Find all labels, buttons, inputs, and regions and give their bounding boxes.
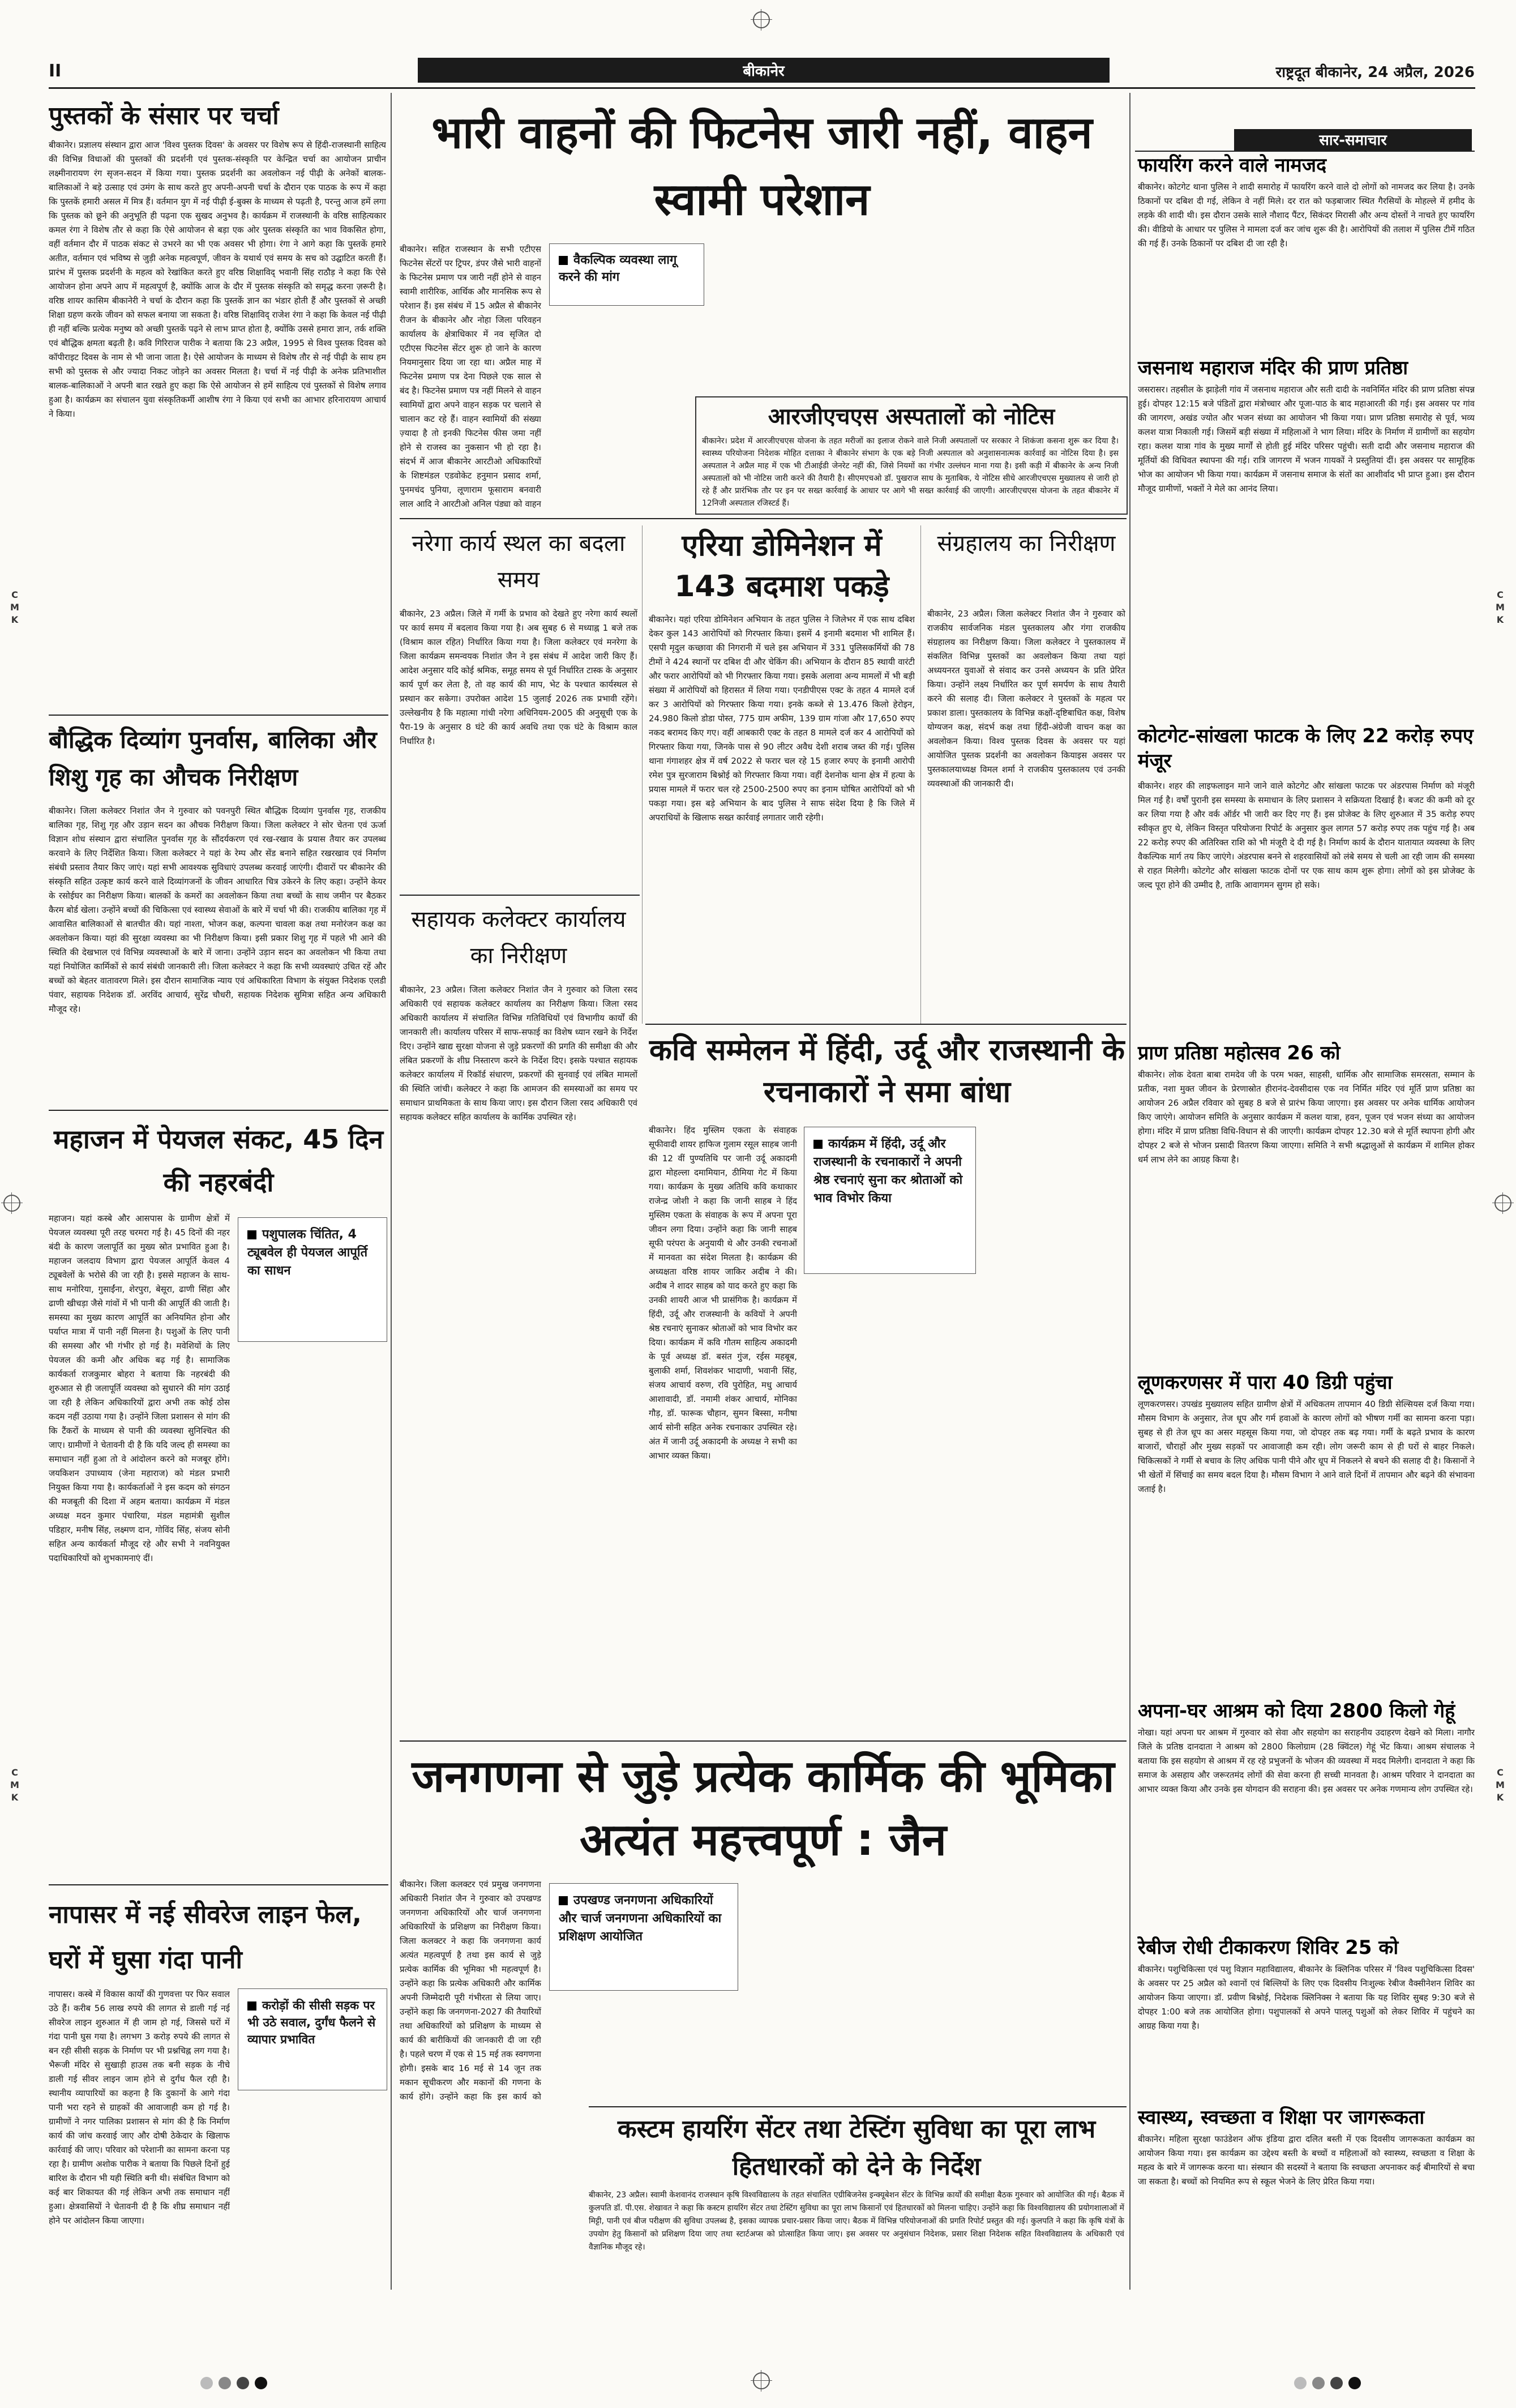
sidebar-item-body: लूणकरणसर। उपखंड मुख्यालय सहित ग्रामीण क्षेत्रों में अधिकतम तापमान 40 डिग्री सेल्सियस दर्ज किया गया। मौसम विभाग के अनुसार, तेज धूप और गर्म हवाओं के कारण लोगों को भीषण गर्मी का सामना करना पड़ा। सुबह से ही तेज धूप का असर महसूस किया गया, जो दोपहर तक बढ़ गया। गर्मी के बढ़ते प्रभाव के कारण बाजारों, चौराहों और मुख्य सड़कों पर आवाजाही कम रही। लोग जरूरी काम से ही घरों से बाहर निकले। चिकित्सकों ने गर्मी से बचाव के लिए अधिक पानी पीने और धूप में निकलने से बचने की सलाह दी है। किसानों ने भी खेतों में सिंचाई का समय बदल दिया है। मौसम विभाग ने आने वाले दिनों में तापमान और बढ़ने की संभावना जताई है। <box>1138 1399 1475 1494</box>
edition-date: राष्ट्रदूत बीकानेर, 24 अप्रैल, 2026 <box>1275 64 1475 81</box>
museum-rule <box>920 525 921 1024</box>
intellectual-body: बीकानेर। जिला कलेक्टर निशांत जैन ने गुरुवार को पवनपुरी स्थित बौद्धिक दिव्यांग पुनर्वास गृह, राजकीय बालिका गृह, शिशु गृह और उड़ान सदन का औचक निरीक्षण किया। जिला कलेक्टर ने सोर चेतना एवं ऊर्जा विज्ञान शोध संस्थान द्वारा संचालित पुनर्वास गृह के सौंदर्यकरण एवं रख-रखाव के प्रयास तैयार कर उपलब्ध करवाने के लिए निर्देशित किया। जिला कलेक्टर ने यहां के रेम्प और सेंड बनाने सहित रखरखाव एवं निर्माण संबंधी प्रस्ताव तैयार किए जाएं। यहां सभी आवश्यक सुविधाएं उपलब्ध करवाई जाएंगी। दीवारों पर बीकानेर की संस्कृति सहित उत्कृष्ट कार्य करने वाले दिव्यांगजनों के जीवन आधारित चित्र उकेरने के लिए कहा। उन्होंने केयर के रसोईघर का निरीक्षण किया। बालकों के कमरों का अवलोकन किया तथा बच्चों के साथ जमीन पर बैठकर कैरम बोर्ड खेला। उन्होंने बच्चों की चिकित्सा एवं स्वास्थ्य सेवाओं के बारे में चर्चा भी की। राजकीय बालिका गृह में आवासित बालिकाओं से बातचीत की। यहां नाश्ता, भोजन कक्ष, कल्पना चावला कक्ष तथा मनोरंजन कक्ष का अवलोकन किया। यहां की सुरक्षा व्यवस्था का भी निरीक्षण किया। इसी प्रकार शिशु गृह में पहले भी आने की स्थिति की देखभाल एवं विभिन्न व्यवस्थाओं के बारे में जाना। उन्होंने उड़ान सदन का अवलोकन भी किया तथा यहां नियोजित कार्मिकों से कार्य संबंधी जानकारी ली। जिला कलेक्टर ने कहा कि सभी व्यवस्थाएं उचित रहें और बच्चों को बेहतर वातावरण मिले। इस दौरान सामाजिक न्याय एवं अधिकारिता विभाग के संयुक्त निदेशक एलडी पंवार, सहायक निदेशक डॉ. अरविंद आचार्य, सुरेंद्र चौधरी, सहायक निदेशक सुमित्रा सहित अन्य अधिकारी मौजूद रहे। <box>49 806 386 1014</box>
sidebar-item-body: बीकानेर। शहर की लाइफलाइन माने जाने वाले कोटगेट और सांखला फाटक पर अंडरपास निर्माण को मंजूरी मिल गई है। वर्षों पुरानी इस समस्या के समाधान के लिए प्रशासन ने सक्रियता दिखाई है। बजट की कमी को दूर कर लिया गया है और वर्क ऑर्डर भी जारी कर दिए गए हैं। इस प्रोजेक्ट के लिए शुरुआत में 35 करोड़ रुपए स्वीकृत हुए थे, लेकिन विस्तृत परियोजना रिपोर्ट के अनुसार कुल लागत 57 करोड़ रुपए तक पहुंच गई है। अब 22 करोड़ रुपए की अतिरिक्त राशि को भी मंजूरी दे दी गई है। निर्माण कार्य के दौरान यातायात व्यवस्था के लिए वैकल्पिक मार्ग तय किए जाएंगे। अंडरपास बनने से शहरवासियों को लंबे समय से चली आ रही जाम की समस्या से राहत मिलेगी। कोटगेट और सांखला फाटक दोनों पर एक साथ काम शुरू होगा। लोगों को इस प्रोजेक्ट के जल्द पूरा होने की उम्मीद है, ताकि आवागमन सुगम हो सके। <box>1138 781 1475 890</box>
heavy-vehicles-headline: भारी वाहनों की फिटनेस जारी नहीं, वाहन स्वामी परेशान <box>431 108 1093 225</box>
napasar-callout <box>238 1988 387 2090</box>
callout-square-icon <box>247 2001 256 2011</box>
census-callout <box>549 1883 738 1991</box>
cmk-mark-right-top: C M K <box>1496 589 1505 625</box>
mahajan-body-cont <box>238 1336 386 1874</box>
sidebar-item-title: लूणकरणसर में पारा 40 डिग्री पहुंचा <box>1138 1371 1393 1394</box>
color-dot-icon <box>200 2377 213 2389</box>
napasar-body: नापासर। कस्बे में विकास कार्यों की गुणवत्ता पर फिर सवाल उठे हैं। करीब 56 लाख रुपये की लागत से डाली गई नई सीवरेज लाइन शुरुआत में ही जाम हो गई, जिससे घरों में गंदा पानी घुस गया है। लगभग 3 करोड़ रुपये की लागत से बन रही सीसी सड़क के निर्माण पर भी प्रश्नचिह्न लग गया है। भैरूजी मंदिर से सुखाड़ी हाउस तक बनी सड़क के नीचे डाली गई सीवर लाइन जाम होने से दुर्गंध फैल रही है। स्थानीय व्यापारियों का कहना है कि दुकानों के आगे गंदा पानी भरा रहने से ग्राहकों की आवाजाही कम हो गई है। ग्रामीणों ने नगर पालिका प्रशासन से मांग की है कि निर्माण कार्य की जांच करवाई जाए और दोषी ठेकेदार के खिलाफ कार्रवाई की जाए। परिवार को परेशानी का सामना करना पड़ रहा है। ग्रामीण अशोक पारीक ने बताया कि पिछले दिनों हुई बारिश के दौरान भी यही स्थिति बनी थी। संबंधित विभाग को कई बार शिकायत की गई लेकिन अभी तक समाधान नहीं हुआ। क्षेत्रवासियों ने चेतावनी दी है कि शीघ्र समाधान नहीं होने पर आंदोलन किया जाएगा। <box>49 1989 230 2226</box>
area-domination-body: बीकानेर। यहां एरिया डोमिनेशन अभियान के तहत पुलिस ने जिलेभर में एक साथ दबिश देकर कुल 143 आरोपियों को गिरफ्तार किया। इसमें 4 इनामी बदमाश भी शामिल हैं। एसपी मृदुल कच्छावा की निगरानी में चले इस अभियान में 331 पुलिसकर्मियों की 78 टीमों ने 424 स्थानों पर दबिश दी और चेकिंग की। अभियान के दौरान 85 स्थायी वारंटी और फरार आरोपियों को भी गिरफ्तार किया गया। इसके अलावा अन्य मामलों में भी बड़ी संख्या में आरोपियों को हिरासत में लिया गया। एनडीपीएस एक्ट के तहत 4 मामले दर्ज कर 3 आरोपियों को गिरफ्तार किया गया। इनके कब्जे से 13.476 किलो हेरोइन, 24.980 किलो डोडा पोस्त, 775 ग्राम अफीम, 139 ग्राम गांजा और 17,650 रुपए नकद बरामद किए गए। वहीं आबकारी एक्ट के तहत 8 मामले दर्ज कर 4 आरोपियों को गिरफ्तार किया गया, जिनके पास से 90 लीटर अवैध देशी शराब जब्त की गई। पुलिस थाना गंगाशहर क्षेत्र में वर्ष 2022 से फरार चल रहे 15 हजार रुपए के इनामी आरोपी रमेश पुत्र सुरजाराम बिश्नोई को गिरफ्तार किया गया। वहीं देशनोक थाना क्षेत्र में हत्या के प्रयास मामले में फरार चल रहे 2500-2500 रुपए का इनाम घोषित आरोपियों को भी पकड़ा गया। इस बड़े अभियान के बाद पुलिस ने साफ संदेश दिया है कि जिले में अपराधियों के खिलाफ सख्त कार्रवाई लगातार जारी रहेगी। <box>649 614 915 823</box>
nrega-headline: नरेगा कार्य स्थल का बदला समय <box>412 531 626 593</box>
sidebar-item-title: अपना-घर आश्रम को दिया 2800 किलो गेहूं <box>1138 1700 1455 1722</box>
cmk-mark-left-top: C M K <box>10 589 19 625</box>
callout-square-icon <box>247 1230 256 1239</box>
sidebar-item-title: प्राण प्रतिष्ठा महोत्सव 26 को <box>1138 1042 1341 1064</box>
sidebar-item-title: स्वास्थ्य, स्वच्छता व शिक्षा पर जागरूकता <box>1138 2106 1425 2129</box>
heavy-vehicles-body: बीकानेर। सहित राजस्थान के सभी एटीएस फिटनेस सेंटरों पर ट्रिपर, डंपर जैसे भारी वाहनों के फिटनेस प्रमाण पत्र जारी नहीं होने से वाहन स्वामी शारीरिक, आर्थिक और मानसिक रूप से परेशान हैं। इस संबंध में 15 अप्रैल से बीकानेर रीजन के बीकानेर और नोहा जिला परिवहन कार्यालय के क्षेत्राधिकार में नव सृजित दो एटीएस फिटनेस सेंटर शुरू हो जाने के कारण नियमानुसार दिया जा रहा था। अप्रैल माह में फिटनेस प्रमाण पत्र देना पिछले एक साल से बंद है। फिटनेस प्रमाण पत्र नहीं मिलने से वाहन स्वामियों द्वारा अपने वाहन सड़क पर चलाने से चालान कट रहे हैं। वाहन स्वामियों की संख्या ज़्यादा है तो इनकी फिटनेस फीस जमा नहीं होने से राजस्व का नुकसान भी हो रहा है। संदर्भ में आज बीकानेर आरटीओ अधिकारियों के शिष्टमंडल एडवोकेट हनुमान प्रसाद शर्मा, पुनमचंद पुनिया, लूणाराम फूसाराम बनवारी लाल आदि ने आरटीओ अनिल पंड्या को वाहन <box>400 244 541 508</box>
rule-nrega <box>400 895 640 896</box>
museum-body: बीकानेर, 23 अप्रैल। जिला कलेक्टर निशांत जैन ने गुरुवार को राजकीय सार्वजनिक मंडल पुस्तकालय और गंगा राजकीय संग्रहालय का निरीक्षण किया। जिला कलेक्टर ने पुस्तकालय में संकलित विभिन्न पुस्तकों का अवलोकन किया तथा यहां अध्ययनरत युवाओं से संवाद कर उनसे अध्ययन के प्रति प्रेरित किया। उन्होंने लक्ष्य निर्धारित कर पूर्ण समर्पण के साथ तैयारी करने की सलाह दी। जिला कलेक्टर ने पुस्तकों के महत्व पर प्रकाश डाला। पुस्तकालय के विभिन्न कक्षों-दृष्टिबाधित कक्ष, विशेष योग्यजन कक्ष, संदर्भ कक्ष तथा हिंदी-अंग्रेजी वाचन कक्ष का अवलोकन किया। विश्व पुस्तक दिवस के अवसर पर यहां आयोजित पुस्तक प्रदर्शनी का अवलोकन कियाइस अवसर पर पुस्तकालयाध्यक्ष विमल शर्मा ने राजकीय पुस्तकालय एवं उनकी व्यवस्थाओं की जानकारी दी। <box>927 609 1125 789</box>
books-headline: पुस्तकों के संसार पर चर्चा <box>49 101 279 130</box>
rghs-headline: आरजीएचएस अस्पतालों को नोटिस <box>768 404 1055 430</box>
cmk-mark-left-bottom: C M K <box>10 1767 19 1803</box>
kavi-headline: कवि सम्मेलन में हिंदी, उर्दू और राजस्थानी के रचनाकारों ने समा बांधा <box>649 1033 1125 1109</box>
sidebar-item-title: जसनाथ महाराज मंदिर की प्राण प्रतिष्ठा <box>1138 357 1408 379</box>
color-dot-icon <box>219 2377 231 2389</box>
kavi-body: बीकानेर। हिंद मुस्लिम एकता के संवाहक सूफीवादी शायर हाफिज गुलाम रसूल साहब जानी की 12 वीं पुण्यतिथि पर जानी उर्दू अकादमी द्वारा मोहल्ला दमामियान, ठीमिया गेट में किया गया। कार्यक्रम के मुख्य अतिथि कवि कथाकार राजेन्द्र जोशी ने कहा कि जानी साहब ने हिंद मुस्लिम एकता के संवाहक के रूप में अपना पूरा जीवन लगा दिया। उन्होंने कहा कि जानी साहब सूफी परंपरा के अनुयायी थे और उनकी रचनाओं में मानवता का संदेश मिलता है। कार्यक्रम की अध्यक्षता वरिष्ठ शायर जाकिर अदीब ने की। अदीब ने शादर साहब को याद करते हुए कहा कि उनकी शायरी आज भी प्रासंगिक है। कार्यक्रम में हिंदी, उर्दू और राजस्थानी के कवियों ने अपनी श्रेष्ठ रचनाएं सुनाकर श्रोताओं को भाव विभोर कर दिया। कार्यक्रम में कवि गौतम साहित्य अकादमी के पूर्व अध्यक्ष डॉ. बसंत गुंज, रईस महबूब, बुलाकी शर्मा, शिवशंकर भादाणी, भवानी सिंह, संजय आचार्य वरुण, रवि पुरोहित, मधु आचार्य आशावादी, डॉ. नमामी शंकर आचार्य, मोनिका गौड़, डॉ. फारूक चौहान, सुमन बिस्सा, मनीषा आर्य सोनी सहित अनेक रचनाकार उपस्थित रहे। अंत में जानी उर्दू अकादमी के अध्यक्ष ने सभी का आभार व्यक्त किया। <box>649 1125 797 1461</box>
books-body: बीकानेर। प्रज्ञालय संस्थान द्वारा आज 'विश्व पुस्तक दिवस' के अवसर पर विशेष रूप से हिंदी-राजस्थानी साहित्य की विभिन्न विधाओं की पुस्तकों की प्रदर्शनी एवं पुस्तक-संस्कृति पर केन्द्रित चर्चा का आयोजन प्राचीन लक्ष्मीनारायण रंग सृजन-सदन में किया गया। पुस्तक प्रदर्शनी का अवलोकन नई पीढ़ी के अनेकों बालक-बालिकाओं ने बड़े उत्साह एवं उमंग के साथ करते हुए अपनी-अपनी चर्चा के दौरान एक पाठक के रूप में कहा कि पुस्तकें हमारी असल में मित्र हैं। वर्तमान युग में नई पीढ़ी ई-बुक्स के माध्यम से पढ़ती है, परन्तु आज हमें लगा कि पुस्तक को छूने की अनुभूति ही पढ़ना एक सुखद अनुभव है। कार्यक्रम में राजस्थानी के वरिष्ठ साहित्यकार कमल रंगा ने विशेष तौर से कहा कि ऐसे आयोजन से बड़ा एक ओर पुस्तक संस्कृति का भाव विकसित होगा, वहीं वर्तमान दौर में पाठक संकट से उभरने का भी एक अवसर भी होगा। रंगा ने आगे कहा कि पुस्तकें हमारे अतीत, वर्तमान एवं भविष्य से जुड़ी अनेक महत्वपूर्ण, जीवन के यथार्थ एवं समय के सच को उद्घाटित करती हैं। प्रारंभ में पुस्तक प्रदर्शनी के महत्व को रेखांकित करते हुए वरिष्ठ शिक्षाविद् भवानी सिंह राठौड़ ने कहा कि ऐसे आयोजन होना अपने आप में महत्वपूर्ण है, क्योंकि आज के दौर में पुस्तक संस्कृति को समृद्ध करना ज़रूरी है। वरिष्ठ शायर कासिम बीकानेरी ने चर्चा के दौरान कहा कि पुस्तकें ज्ञान का भंडार होती हैं और पुस्तकों से अच्छी शिक्षा ग्रहण करके जीवन को सफल बनाया जा सकता है। वरिष्ठ शिक्षाविद् राजेश रंगा ने कहा कि केवल नई पीढ़ी ही नहीं बल्कि प्रत्येक मनुष्य को अच्छी पुस्तकें पढ़ने से लाभ प्राप्त होता है, क्योंकि उससे हमारा ज्ञान, तर्क शक्ति एवं बौद्धिक क्षमता बढ़ती है। कवि गिरिराज पारीक ने बताया कि 23 अप्रैल, 1995 से विश्व पुस्तक दिवस को कॉपीराइट दिवस के नाम से भी जाना जाता है। ऐसे आयोजन के माध्यम से विशेष तौर से नई पीढ़ी के साथ हम सभी को पुस्तक से और ज्यादा निकट जोड़ने का अवसर मिलता है। चर्चा में नई पीढ़ी के अनेक प्रतिभाशील बालक-बालिकाओं ने अपनी बात रखते हुए कहा कि ऐसे आयोजन से हमें साहित्य एवं पुस्तकों से विशेष लगाव हुआ है। कार्यक्रम का संचालन युवा संस्कृतिकर्मी आशीष रंगा ने किया एवं सभी का आभार हरिनारायण आचार्य ने किया। <box>49 140 386 419</box>
sidebar-item-body: बीकानेर। लोक देवता बाबा रामदेव जी के परम भक्त, साहसी, धार्मिक और सामाजिक समरसता, सम्मान के प्रतीक, नशा मुक्त जीवन के प्रेरणास्रोत हीरानंद-देवसीदास एक नव निर्मित मंदिर एवं मूर्ति प्राण प्रतिष्ठा का आयोजन 26 अप्रैल रविवार को सुबह 8 बजे से प्रारंभ किया जाएगा। इस अवसर पर अनेक धार्मिक आयोजन किए जाएंगे। आयोजन समिति के अनुसार कार्यक्रम में कलश यात्रा, हवन, पूजन एवं भजन संध्या का आयोजन होगा। मंदिर में प्राण प्रतिष्ठा विधि-विधान से की जाएगी। कार्यक्रम दोपहर 12.30 बजे से मूर्ति स्थापना होगी और दोपहर 2 बजे से भोजन प्रसादी वितरण किया जाएगा। समिति ने सभी श्रद्धालुओं से कार्यक्रम में शामिल होकर धर्म लाभ लेने का आग्रह किया है। <box>1138 1070 1475 1165</box>
registration-crosshair-icon <box>753 11 770 28</box>
census-headline: जनगणना से जुड़े प्रत्येक कार्मिक की भूमिका अत्यंत महत्त्वपूर्ण : जैन <box>412 1751 1115 1866</box>
census-callout-text: उपखण्ड जनगणना अधिकारियों और चार्ज जनगणना अधिकारियों का प्रशिक्षण आयोजित <box>559 1893 722 1944</box>
rule-heavy-vehicles <box>400 518 1127 519</box>
sidebar-item-title: फायरिंग करने वाले नामजद <box>1138 154 1327 177</box>
cmk-mark-right-bottom: C M K <box>1496 1767 1505 1803</box>
rule-kavi <box>400 1740 1127 1742</box>
callout-square-icon <box>559 256 568 265</box>
rule-census <box>589 2106 1127 2107</box>
census-body: बीकानेर। जिला कलक्टर एवं प्रमुख जनगणना अधिकारी निशांत जैन ने गुरुवार को उपखण्ड जनगणना अधिकारियों और चार्ज जनगणना अधिकारियों के प्रशिक्षण का निरीक्षण किया। जिला कलक्टर ने कहा कि जनगणना कार्य अत्यंत महत्वपूर्ण है तथा इस कार्य से जुड़े प्रत्येक कार्मिक की भूमिका भी महत्वपूर्ण है। उन्होंने कहा कि प्रत्येक अधिकारी और कार्मिक अपनी जिम्मेदारी पूरी गंभीरता से लिया जाए। उन्होंने कहा कि जनगणना-2027 की तैयारियों तथा अधिकारियों को प्रशिक्षण के माध्यम से कार्य की बारीकियों की जानकारी दी जा रही है। पहले चरण में एक से 15 मई तक स्वगणना होगी। इसके बाद 16 मई से 14 जून तक मकान सूचीकरण और मकानों की गणना के कार्य होंगे। उन्होंने कहा कि इस कार्य को <box>400 1879 541 2102</box>
collector-office-headline: सहायक कलेक्टर कार्यालय का निरीक्षण <box>411 906 626 969</box>
heavy-vehicles-body-2 <box>549 300 691 510</box>
kavi-callout-text: कार्यक्रम में हिंदी, उर्दू और राजस्थानी के रचनाकारों ने अपनी श्रेष्ठ रचनाएं सुना कर श्रोताओं को भाव विभोर किया <box>813 1137 963 1205</box>
sidebar-item-body: बीकानेर। कोटगेट थाना पुलिस ने शादी समारोह में फायरिंग करने वाले दो लोगों को नामजद कर लिया है। उनके ठिकानों पर दबिश दी गई, लेकिन वे नहीं मिले। दर रात को फड़बाजार स्थित गैरसियों के मोहल्ले में हमीद के लड़के की शादी थी। इस दौरान उसके साले नौशाद पैंटर, सिकंदर मिरासी और अन्य दोस्तों ने नाचते हुए फायरिंग की। वीडियो के आधार पर पुलिस ने मामला दर्ज कर जांच शुरू की है। आरोपियों की तलाश में पुलिस टीमें गठित की गई हैं। उनके ठिकानों पर दबिश दी जा रही है। <box>1138 182 1475 249</box>
napasar-callout-text: करोड़ों की सीसी सड़क पर भी उठे सवाल, दुर्गंध फैलने से व्यापार प्रभावित <box>247 1999 376 2046</box>
color-dot-icon <box>1330 2377 1343 2389</box>
collector-office-body: बीकानेर, 23 अप्रैल। जिला कलेक्टर निशांत जैन ने गुरुवार को जिला रसद अधिकारी एवं सहायक कलेक्टर कार्यालय का निरीक्षण किया। जिला रसद अधिकारी कार्यालय में संचालित विभिन्न गतिविधियों एवं विभागीय कार्यों की जानकारी ली। कार्यालय परिसर में साफ-सफाई का विशेष ध्यान रखने के निर्देश दिए। उन्होंने खाद्य सुरक्षा योजना से जुड़े प्रकरणों की प्रगति की समीक्षा की और लंबित प्रकरणों के शीघ्र निस्तारण करने के निर्देश दिए। इसके पश्चात सहायक कलेक्टर कार्यालय में रिकॉर्ड संधारण, प्रकरणों की सुनवाई एवं लंबित मामलों की स्थिति जांची। कलेक्टर ने कहा कि आमजन की समस्याओं का समय पर समाधान प्राथमिकता के साथ किया जाए। इस दौरान जिला रसद अधिकारी एवं सहायक कलेक्टर सहित कार्यालय के कार्मिक उपस्थित रहे। <box>400 985 637 1122</box>
registration-crosshair-icon <box>753 2372 770 2389</box>
color-dot-icon <box>237 2377 249 2389</box>
census-body-2 <box>730 1877 1124 2104</box>
rule-area-domination <box>645 1024 1127 1025</box>
nrega-rule <box>642 525 643 1024</box>
section-name: बीकानेर <box>743 63 785 80</box>
page-number: II <box>49 61 62 81</box>
custom-hiring-body: बीकानेर, 23 अप्रैल। स्वामी केशवानंद राजस्थान कृषि विश्वविद्यालय के तहत संचालित एग्रीबिजनेस इन्क्यूबेशन सेंटर के विभिन्न कार्यों की समीक्षा बैठक गुरुवार को आयोजित की गई। बैठक में कुलपति डॉ. पी.एस. शेखावत ने कहा कि कस्टम हायरिंग सेंटर तथा टेस्टिंग सुविधा का पूरा लाभ किसानों एवं हितधारकों को मिलना चाहिए। उन्होंने कहा कि विश्वविद्यालय की प्रयोगशालाओं में मिट्टी, पानी एवं बीज परीक्षण की सुविधा उपलब्ध है, इसका व्यापक प्रचार-प्रसार किया जाए। बैठक में विभिन्न परियोजनाओं की प्रगति रिपोर्ट प्रस्तुत की गई। कुलपति ने कहा कि कृषि यंत्रों के उपयोग हेतु किसानों को प्रशिक्षण दिया जाए तथा स्टार्टअप्स को प्रोत्साहित किया जाए। इस अवसर पर अनुसंधान निदेशक, प्रसार शिक्षा निदेशक सहित विश्वविद्यालय के अधिकारी एवं वैज्ञानिक मौजूद रहे। <box>589 2191 1124 2252</box>
registration-crosshair-icon <box>1494 1195 1511 1212</box>
mahajan-headline: महाजन में पेयजल संकट, 45 दिन की नहरबंदी <box>53 1124 384 1197</box>
intellectual-headline: बौद्धिक दिव्यांग पुनर्वास, बालिका और शिशु गृह का औचक निरीक्षण <box>49 726 377 791</box>
mahajan-callout <box>238 1217 387 1342</box>
heavy-vehicles-callout <box>549 243 704 306</box>
area-domination-headline: एरिया डोमिनेशन में 143 बदमाश पकड़े <box>674 529 889 604</box>
color-dot-icon <box>1312 2377 1325 2389</box>
sidebar-item-body: जसरासर। तहसील के झाड़ेली गांव में जसनाथ महाराज और सती दादी के नवनिर्मित मंदिर की प्राण प्रतिष्ठा संपन्न हुई। दोपहर 12:15 बजे पंडितों द्वारा मंत्रोच्चार और पूजा-पाठ के बाद महाआरती की गई। इस अवसर पर गांव की जागरण, अखंड ज्योत और भजन संध्या का आयोजन भी किया गया। प्राण प्रतिष्ठा समारोह से पूर्व, भव्य कलश यात्रा निकाली गई। जिसमें बड़ी संख्या में महिलाओं ने भाग लिया। मंदिर के निर्माण में ग्रामीणों का सहयोग रहा। कलश यात्रा गांव के मुख्य मार्गों से होती हुई मंदिर परिसर पहुंची। सती दादी और जसनाथ महाराज की मूर्तियों की विधिवत स्थापना की गई। रात्रि जागरण में भजन गायकों ने प्रस्तुतियां दीं। इस अवसर पर सामूहिक भोज का आयोजन भी किया गया। कार्यक्रम में जसनाथ समाज के संतों का आशीर्वाद भी प्राप्त हुआ। इस दौरान मौजूद ग्रामीणों, भक्तों ने मेले का आनंद लिया। <box>1138 384 1475 494</box>
registration-crosshair-icon <box>3 1195 20 1212</box>
callout-square-icon <box>813 1140 823 1149</box>
mahajan-callout-text: पशुपालक चिंतित, 4 ट्यूबवेल ही पेयजल आपूर्ति का साधन <box>247 1227 368 1278</box>
sidebar-item-body: बीकानेर। पशुचिकित्सा एवं पशु विज्ञान महाविद्यालय, बीकानेर के क्लिनिक परिसर में 'विश्व पशुचिकित्सा दिवस' के अवसर पर 25 अप्रैल को श्वानों एवं बिल्लियों के लिए एक दिवसीय निःशुल्क रेबीज वैक्सीनेशन शिविर का आयोजन किया जाएगा। डॉ. प्रवीण बिश्नोई, निदेशक क्लिनिक्स ने बताया कि यह शिविर सुबह 9:30 बजे से दोपहर 1:00 बजे तक आयोजित होगा। पशुपालकों से अपने पालतू पशुओं को लेकर शिविर में पहुंचने का आग्रह किया गया है। <box>1138 1964 1475 2031</box>
header-rule <box>49 87 1475 89</box>
color-dot-icon <box>1348 2377 1361 2389</box>
rule-intellectual <box>49 1110 388 1111</box>
sidebar-item-title: रेबीज रोधी टीकाकरण शिविर 25 को <box>1138 1936 1399 1959</box>
callout-square-icon <box>559 1896 568 1905</box>
nrega-body: बीकानेर, 23 अप्रैल। जिले में गर्मी के प्रभाव को देखते हुए नरेगा कार्य स्थलों पर कार्य समय में बदलाव किया गया है। अब सुबह 6 से मध्याह्न 1 बजे तक (विश्राम काल रहित) निर्धारित किया गया है। जिला कलेक्टर एवं मनरेगा के जिला कार्यक्रम समन्वयक निशांत जैन ने इस संबंध में आदेश जारी किए हैं। आदेश अनुसार यदि कोई श्रमिक, समूह समय से पूर्व निर्धारित टास्क के अनुसार कार्य पूर्ण कर लेता है, तो वह कार्य की माप, भेट के पश्चात कार्यस्थल से प्रस्थान कर सकेगा। उपरोक्त आदेश 15 जुलाई 2026 तक प्रभावी रहेंगे। उल्लेखनीय है कि महात्मा गांधी नरेगा अधिनियम-2005 की अनुसूची एक के पैरा-19 के अनुसार 8 घंटे की कार्य अवधि तथा एक घंटे के विश्राम काल निर्धारित है। <box>400 609 637 746</box>
custom-hiring-headline: कस्टम हायरिंग सेंटर तथा टेस्टिंग सुविधा का पूरा लाभ हितधारकों को देने के निर्देश <box>617 2115 1096 2181</box>
museum-headline: संग्रहालय का निरीक्षण <box>937 531 1116 557</box>
sidebar-tag: सार-समाचार <box>1234 129 1472 152</box>
napasar-headline: नापासर में नई सीवरेज लाइन फेल, घरों में घुसा गंदा पानी <box>49 1900 362 1974</box>
color-dot-icon <box>255 2377 267 2389</box>
kavi-body-2 <box>974 1123 1124 1735</box>
rule-books <box>49 715 388 716</box>
color-dot-icon <box>1294 2377 1307 2389</box>
mahajan-body: महाजन। यहां कस्बे और आसपास के ग्रामीण क्षेत्रों में पेयजल व्यवस्था पूरी तरह चरमरा गई है। 45 दिनों की नहर बंदी के कारण जलापूर्ति का मुख्य स्रोत प्रभावित हुआ है। महाजन जलदाय विभाग द्वारा पेयजल आपूर्ति केवल 4 ट्यूबवेलों के भरोसे की जा रही है। इससे महाजन के साथ-साथ मनोरिया, गुसाईंना, शेरपुरा, बेसूरा, ढाणी सिंहा और ढाणी खीचड़ा जैसे गांवों में भी पानी की आपूर्ति की जाती है। समस्या का मुख्य कारण आपूर्ति का अनियमित होना और पर्याप्त मात्रा में पानी नहीं मिलना है। पशुओं के लिए पानी की समस्या और भी गंभीर हो गई है। मवेशियों के लिए पेयजल की कमी और अधिक बढ़ गई है। सामाजिक कार्यकर्ता राजकुमार बोहरा ने बताया कि नहरबंदी की शुरुआत से ही जलापूर्ति व्यवस्था को सुधारने की मांग उठाई जा रही है लेकिन अधिकारियों द्वारा अभी तक कोई ठोस कदम नहीं उठाया गया है। उन्होंने जिला प्रशासन से मांग की कि टैंकरों के माध्यम से पानी की व्यवस्था सुनिश्चित की जाए। ग्रामीणों ने चेतावनी दी है कि यदि जल्द ही समस्या का समाधान नहीं हुआ तो वे आंदोलन करने को मजबूर होंगे। जयकिशन उपाध्याय (जेना महाराज) को मंडल प्रभारी नियुक्त किया गया है। कार्यकर्ताओं ने इस कदम को संगठन की मजबूती की दिशा में अहम बताया। कार्यक्रम में मंडल अध्यक्ष मदन कुमार पंचारिया, मंडल महामंत्री सुशील पडिहार, मनीष सिंह, लक्ष्मण दान, गोविंद सिंह, संजय सोनी सहित अन्य कार्यकर्ता मौजूद रहे और सभी ने नवनियुक्त पदाधिकारियों को शुभकामनाएं दीं। <box>49 1213 230 1563</box>
sidebar-rule <box>1129 93 1130 2290</box>
sidebar-top-rule <box>1135 151 1475 152</box>
left-col-rule <box>391 93 392 2290</box>
sidebar-item-title: कोटगेट-सांखला फाटक के लिए 22 करोड़ रुपए मंजूर <box>1138 725 1474 772</box>
kavi-callout <box>804 1127 976 1274</box>
heavy-vehicles-callout-text: वैकल्पिक व्यवस्था लागू करने की मांग <box>559 253 677 284</box>
sidebar-item-body: नोखा। यहां अपना घर आश्रम में गुरुवार को सेवा और सहयोग का सराहनीय उदाहरण देखने को मिला। नागौर जिले के प्रतिष्ठ दानदाता ने आश्रम को 2800 किलोग्राम (28 क्विंटल) गेहूं भेंट किया। आश्रम संचालक ने बताया कि इस सहयोग से आश्रम में रह रहे प्रभुजनों के भोजन की व्यवस्था में मदद मिलेगी। दानदाता ने कहा कि समाज के असहाय और जरूरतमंद लोगों की सेवा करना ही सच्ची मानवता है। आश्रम परिवार ने दानदाता का आभार व्यक्त किया और उनके इस योगदान की सराहना की। इस अवसर पर अनेक गणमान्य लोग उपस्थित रहे। <box>1138 1727 1475 1794</box>
rghs-body: बीकानेर। प्रदेश में आरजीएचएस योजना के तहत मरीजों का इलाज रोकने वाले निजी अस्पतालों पर सरकार ने शिकंजा कसना शुरू कर दिया है। स्वास्थ्य परियोजना निदेशक मोहित दत्ताका ने बीकानेर संभाग के एक बड़े निजी अस्पताल को अनुशासनात्मक कार्रवाई का नोटिस दिया है। इस अस्पताल ने अप्रैल माह में एक भी टीआईडी जेनरेट नहीं की, जिसे नियमों का गंभीर उल्लंघन माना गया है। इसी कड़ी में बीकानेर के अन्य निजी अस्पतालों को भी नोटिस जारी करने की तैयारी है। सीएमएचओ डॉ. पुखराज साध के मुताबिक, ये नोटिस सीधे आरजीएचएस मुख्यालय से जारी हो रहे हैं और प्रारंभिक तौर पर इन पर सख्त कार्रवाई के आधार पर आगे भी सख्त कार्रवाई की जाएगी। आरजीएचएस योजना के तहत बीकानेर में 12निजी अस्पताल रजिस्टर्ड हैं। <box>702 437 1119 508</box>
sidebar-item-body: बीकानेर। महिला सुरक्षा फाउंडेशन ऑफ इंडिया द्वारा दलित बस्ती में एक दिवसीय जागरूकता कार्यक्रम का आयोजन किया गया। इस कार्यक्रम का उद्देश्य बस्ती के बच्चों व महिलाओं को स्वास्थ्य, स्वच्छता व शिक्षा के महत्व के बारे में जागरूक करना था। संस्थान की सदस्यों ने बताया कि स्वच्छता अपनाकर कई बीमारियों से बचा जा सकता है। बच्चों को नियमित रूप से स्कूल भेजने के लिए प्रेरित किया गया। <box>1138 2134 1475 2187</box>
rule-mahajan <box>49 1884 388 1885</box>
